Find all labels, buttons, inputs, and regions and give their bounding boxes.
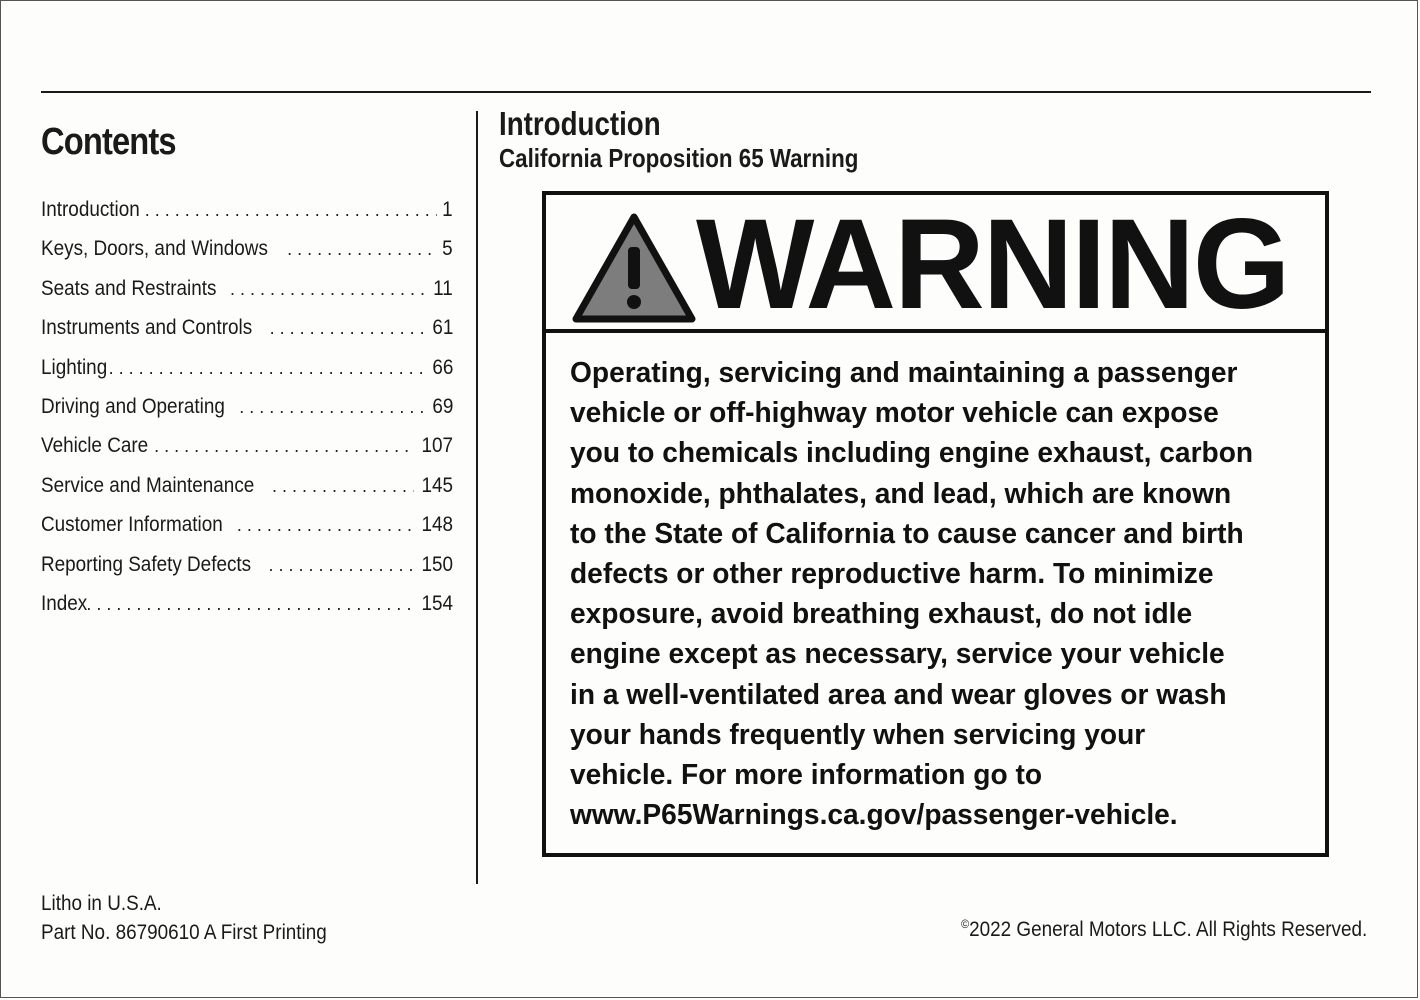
toc-leader [239, 397, 425, 418]
toc-item-label: Keys, Doors, and Windows [41, 237, 268, 261]
warning-line: in a well-ventilated area and wear gloves or wash [570, 678, 1227, 711]
toc-item[interactable] [41, 513, 453, 552]
toc-item-page: 1 [442, 198, 453, 221]
section-title: Introduction [499, 105, 661, 142]
copyright-notice [961, 917, 1367, 942]
warning-line: vehicle. For more information go to [570, 759, 1043, 792]
warning-line: to the State of California to cause cancer and birth [570, 517, 1244, 550]
toc-leader [237, 515, 414, 536]
toc-item-page: 5 [442, 237, 453, 261]
toc-item[interactable] [41, 356, 453, 395]
toc-item-label: Seats and Restraints [41, 276, 217, 300]
toc-leader [270, 318, 426, 339]
imprint [41, 889, 359, 947]
warning-line: your hands frequently when servicing your [570, 718, 1146, 751]
toc-item-label: Customer Information [41, 513, 223, 537]
toc-leader [145, 200, 438, 221]
toc-item-page: 145 [421, 473, 453, 497]
warning-line: vehicle or off-highway motor vehicle can expose [570, 397, 1219, 430]
warning-text [570, 353, 1330, 835]
prop65-warning-box [542, 191, 1329, 857]
toc-leader [154, 436, 414, 457]
toc-leader [230, 279, 427, 300]
warning-line: exposure, avoid breathing exhaust, do not idle [570, 598, 1193, 631]
warning-triangle-icon [572, 213, 696, 323]
toc-item-label: Instruments and Controls [41, 316, 253, 340]
toc-item-page: 154 [421, 591, 453, 615]
toc-item-label: Reporting Safety Defects [41, 552, 252, 576]
warning-link[interactable]: www.P65Warnings.ca.gov/passenger-vehicle. [570, 799, 1178, 832]
toc-item-page: 66 [431, 355, 453, 379]
warning-line: you to chemicals including engine exhaust, carbon [570, 437, 1254, 470]
warning-line: Operating, servicing and maintaining a passenger [570, 357, 1238, 389]
toc-item-page: 61 [431, 316, 453, 340]
toc-item[interactable] [41, 198, 453, 237]
toc-item[interactable] [41, 474, 453, 513]
toc-item[interactable] [41, 316, 453, 355]
top-rule [41, 91, 1371, 93]
toc-item[interactable] [41, 237, 453, 276]
copyright-symbol: © [960, 917, 969, 931]
toc-leader [268, 555, 414, 576]
warning-heading: WARNING [696, 193, 1289, 336]
column-divider [476, 111, 478, 884]
toc-item[interactable] [41, 553, 453, 592]
toc-item-label: Lighting [41, 355, 108, 379]
warning-header [546, 193, 1325, 336]
toc-item-label: Driving and Operating [41, 394, 225, 418]
toc-item[interactable] [41, 395, 453, 434]
toc-leader [86, 594, 414, 615]
part-number: Part No. 86790610 A First Printing [41, 921, 327, 944]
warning-line: engine except as necessary, service your vehicle [570, 638, 1225, 671]
toc-item-label: Introduction [41, 198, 140, 221]
warning-line: defects or other reproductive harm. To minimize [570, 558, 1214, 591]
toc-item-page: 107 [421, 434, 453, 458]
toc-item[interactable] [41, 434, 453, 473]
toc-leader [287, 239, 437, 260]
toc-leader [109, 358, 426, 379]
toc-item[interactable] [41, 592, 453, 631]
warning-line: monoxide, phthalates, and lead, which are known [570, 477, 1232, 510]
section-subtitle: California Proposition 65 Warning [499, 143, 859, 173]
toc-item-page: 148 [421, 513, 453, 537]
toc-item-page: 69 [431, 394, 453, 418]
imprint-line: Litho in U.S.A. [41, 892, 162, 915]
copyright-text: 2022 General Motors LLC. All Rights Reserved. [968, 918, 1367, 941]
toc-item-label: Vehicle Care [41, 434, 149, 458]
toc-leader [272, 476, 414, 497]
table-of-contents [41, 198, 453, 631]
toc-item-label: Service and Maintenance [41, 473, 255, 497]
toc-item-page: 150 [421, 552, 453, 576]
toc-item-label: Index [41, 591, 88, 615]
toc-item[interactable] [41, 277, 453, 316]
contents-title: Contents [41, 121, 176, 163]
toc-item-page: 11 [433, 276, 453, 300]
